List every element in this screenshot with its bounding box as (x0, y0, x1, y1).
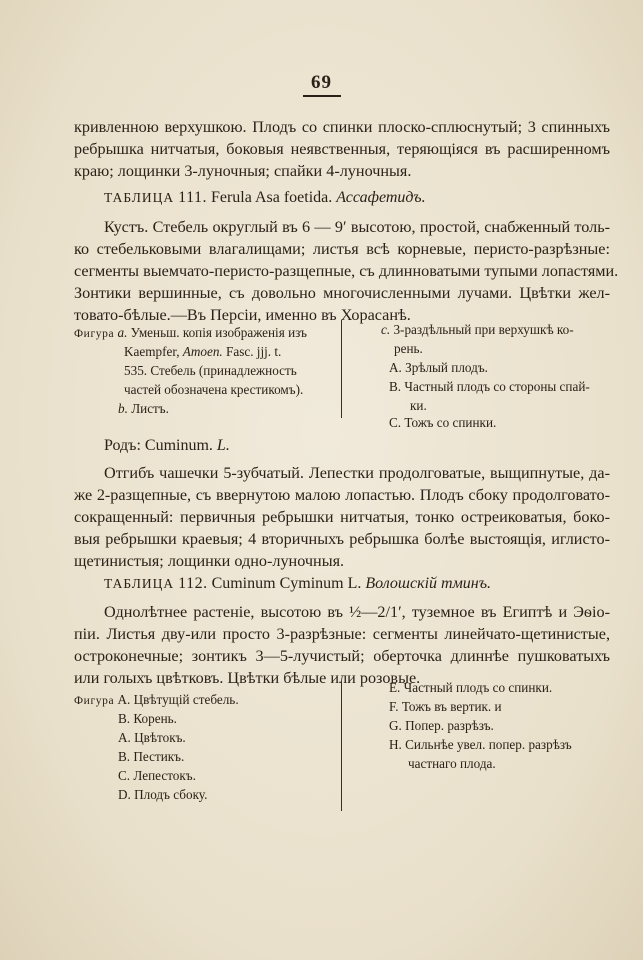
genus-line-2: же 2-разщепные, съ ввернутою малою лопастью. Плодъ сбоку продолговато- (74, 486, 610, 504)
fig-111-A: А. Зрѣлый плодъ. (389, 360, 488, 375)
fig-111-b-text: Листъ. (131, 401, 169, 416)
table-111-latin: Ferula Asa foetida. (210, 189, 333, 206)
table-112-label: ТАБЛИЦА (104, 576, 175, 591)
fig-111-c-line-1 (381, 320, 574, 339)
fig-112-A (74, 690, 239, 711)
fig-letter-b: b. (118, 401, 128, 416)
fig-111-c-line-2: рень. (394, 341, 423, 356)
fig-111-b (118, 399, 169, 418)
table-112-heading (104, 575, 491, 593)
fig-111-a-line-1 (74, 323, 307, 344)
fig-111-c-text: 3-раздѣльный при верхушкѣ ко- (393, 322, 574, 337)
fig-label: Фигура (74, 328, 115, 340)
fig-111-B-line-1: В. Частный плодъ со стороны спай- (389, 379, 590, 394)
fig-112-H-line-1: Н. Сильнѣе увел. попер. разрѣзъ (389, 737, 572, 752)
genus-line-3: сокращенный: первичныя ребрышки нитчатыя, тонко остреиковатыя, боко- (74, 508, 610, 526)
fig-111-B-line-2: ки. (410, 398, 427, 413)
genus-line-5: щетинистыя; лощинки одно-луночныя. (74, 552, 345, 570)
figure-column-divider-2 (341, 681, 342, 811)
table-111-label: ТАБЛИЦА (104, 190, 175, 205)
table-111-line-4: Зонтики вершинные, съ довольно многочисленными лучами. Цвѣтки жел- (74, 284, 610, 302)
table-111-russian: Ассафетидъ. (336, 189, 426, 206)
genus-prefix: Родъ: (104, 437, 141, 454)
table-112-number: 112. (178, 575, 208, 592)
fig-112-C: С. Лепестокъ. (118, 768, 196, 783)
table-112-line-3: остроконечные; зонтикъ 3—5-лучистый; оберточка длиннѣе пушковатыхъ (74, 647, 610, 665)
genus-line-1: Отгибъ чашечки 5-зубчатый. Лепестки продолговатые, выщипнутые, да- (104, 464, 610, 482)
fig-112-A2: А. Цвѣтокъ. (118, 730, 186, 745)
intro-line-2: ребрышка нитчатыя, боковыя неявственныя, теряющіяся въ расширенномъ (74, 140, 610, 158)
page-number: 69 (311, 72, 332, 93)
genus-line-4: выя ребрышки краевыя; 4 вторичныхъ ребрышка болѣе выстоящія, иглисто- (74, 530, 610, 548)
fig-111-C: С. Тожъ со спинки. (389, 415, 497, 430)
fig-112-B: В. Корень. (118, 711, 177, 726)
fig-letter-a: a. (117, 325, 128, 340)
fig-111-a-line-2 (124, 342, 281, 361)
table-111-line-1: Кустъ. Стебель округлый въ 6 — 9′ высотою, простой, снабженный толь- (104, 218, 610, 236)
fig-112-E: Е. Частный плодъ со спинки. (389, 680, 553, 695)
table-111-line-2: ко стебельковыми влагалищами; листья всѣ корневые, перисто-разрѣзные: (74, 240, 610, 258)
genus-author: L. (216, 437, 230, 454)
table-111-line-3: сегменты выемчато-перисто-разщепные, съ длинноватыми тупыми лопастями. (74, 262, 619, 280)
table-111-heading (104, 189, 426, 207)
fig-111-a-ref: Fasc. jjj. t. (226, 344, 282, 359)
fig-label: Фигура (74, 695, 115, 707)
fig-112-A-text: Цвѣтущій стебель. (133, 692, 239, 707)
fig-111-a-book: Amoen. (182, 344, 223, 359)
genus-name: Cuminum. (144, 437, 213, 454)
fig-112-F: F. Тожъ въ вертик. и (389, 699, 502, 714)
fig-111-a-author: Kaempfer, (124, 344, 180, 359)
fig-111-a-line-4: частей обозначена крестикомъ). (124, 382, 304, 397)
fig-111-a-text-1: Уменьш. копія изображенія изъ (130, 325, 307, 340)
fig-112-G: G. Попер. разрѣзъ. (389, 718, 494, 733)
intro-line-3: краю; лощинки 3-луночныя; спайки 4-луночныя. (74, 162, 412, 180)
table-112-line-1: Однолѣтнее растеніе, высотою въ ½—2/1′, туземное въ Египтѣ и Эѳіо- (104, 603, 610, 621)
fig-111-a-line-3: 535. Стебель (принадлежность (124, 363, 297, 378)
table-111-line-5: товато-бѣлые.—Въ Персіи, именно въ Хорасанѣ. (74, 306, 411, 324)
fig-112-B2: В. Пестикъ. (118, 749, 185, 764)
table-112-line-2: піи. Листья дву-или просто 3-разрѣзные: сегменты линейчато-щетинистые, (74, 625, 610, 643)
page-number-underline (303, 95, 341, 97)
genus-heading (104, 437, 230, 455)
fig-letter-c: c. (381, 322, 391, 337)
fig-112-H-line-2: частнаго плода. (408, 756, 496, 771)
table-112-russian: Волошскій тминъ. (365, 575, 492, 592)
fig-112-D: D. Плодъ сбоку. (118, 787, 208, 802)
table-112-line-4: или голыхъ цвѣтковъ. Цвѣтки бѣлые или розовые. (74, 669, 421, 687)
intro-line-1: кривленною верхушкою. Плодъ со спинки плоско-сплюснутый; 3 спинныхъ (74, 118, 610, 136)
table-111-number: 111. (178, 189, 207, 206)
fig-letter-A: А. (117, 692, 131, 707)
table-112-latin: Cuminum Cyminum L. (211, 575, 362, 592)
figure-column-divider (341, 320, 342, 418)
